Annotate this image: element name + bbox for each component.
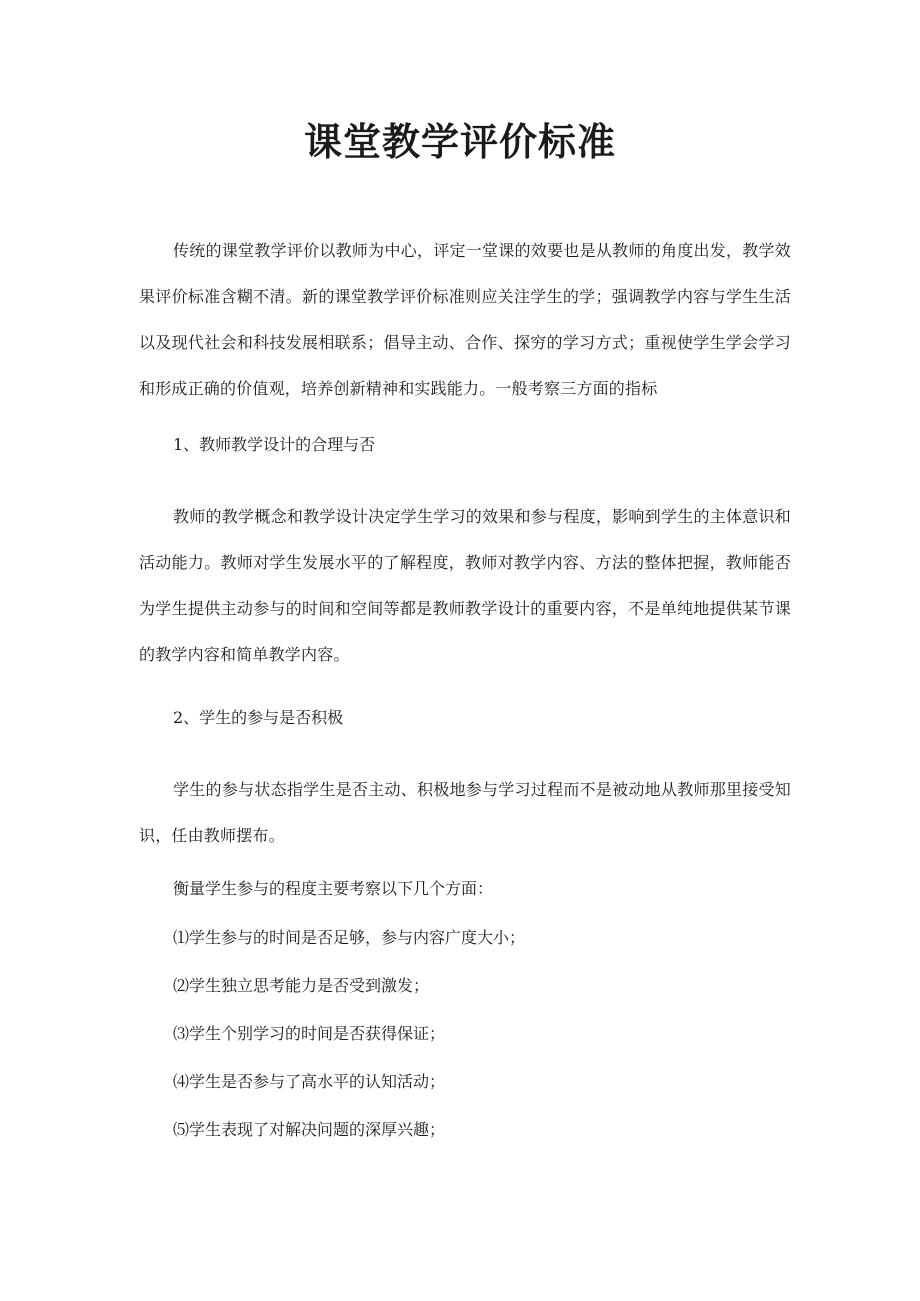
list-item: ⑸学生表现了对解决问题的深厚兴趣；: [173, 1120, 446, 1139]
list-intro: 衡量学生参与的程度主要考察以下几个方面：: [173, 879, 494, 898]
list-item: ⑷学生是否参与了高水平的认知活动；: [173, 1072, 446, 1091]
section-2-heading: 2、学生的参与是否积极: [173, 708, 344, 727]
page-title: 课堂教学评价标准: [303, 120, 616, 164]
list-item: ⑴学生参与的时间是否足够，参与内容广度大小；: [173, 928, 526, 947]
list-item: ⑵学生独立思考能力是否受到激发；: [173, 976, 430, 995]
section-2-body: 学生的参与状态指学生是否主动、积极地参与学习过程而不是被动地从教师那里接受知识，任由教师摆布。: [139, 780, 791, 845]
intro-paragraph: 传统的课堂教学评价以教师为中心，评定一堂课的效要也是从教师的角度出发，教学效果评价标准含糊不清。新的课堂教学评价标准则应关注学生的学；强调教学内容与学生生活以及现代社会和科技发展相联系；倡导主动、合作、探穷的学习方式；重视使学生学会学习和形成正确的价值观，培养创新精神和实践能力。一般考察三方面的指标: [139, 241, 791, 398]
section-1-body: 教师的教学概念和教学设计决定学生学习的效果和参与程度，影响到学生的主体意识和活动能力。教师对学生发展水平的了解程度，教师对教学内容、方法的整体把握，教师能否为学生提供主动参与的时间和空间等都是教师教学设计的重要内容，不是单纯地提供某节课的教学内容和简单教学内容。: [139, 507, 791, 664]
list-item: ⑶学生个别学习的时间是否获得保证；: [173, 1024, 446, 1043]
section-1-heading: 1、教师教学设计的合理与否: [173, 435, 376, 454]
